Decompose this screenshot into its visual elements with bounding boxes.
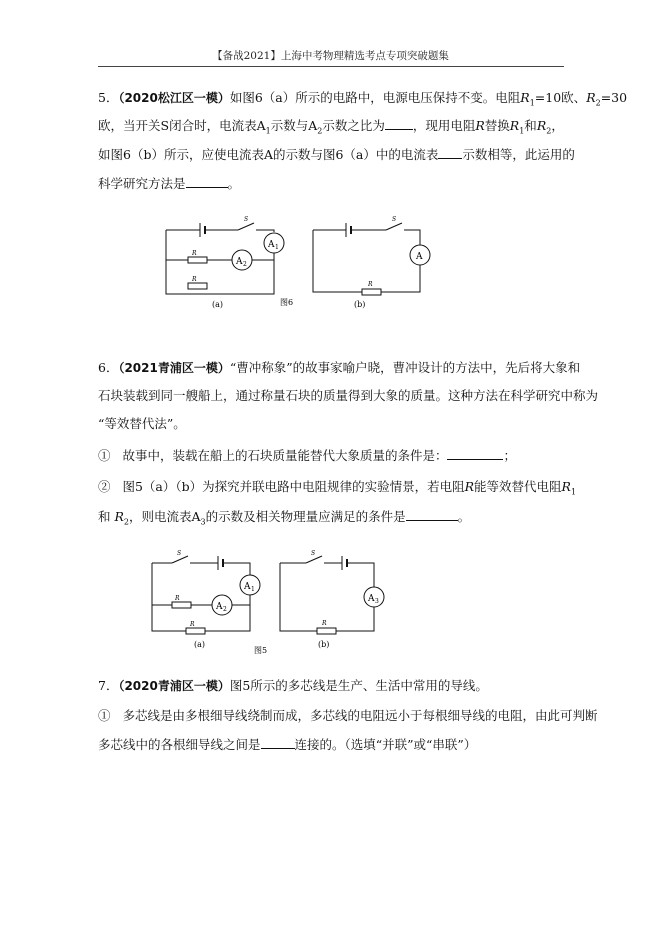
fig5b-r-label: R xyxy=(322,620,327,627)
fig5a-caption: (a) xyxy=(194,640,206,649)
q7-text-1: 图5所示的多芯线是生产、生活中常用的导线。 xyxy=(229,678,488,693)
fig6a-a1-label: A xyxy=(268,240,275,250)
q6-item-1 xyxy=(98,446,566,465)
q7-blank-1[interactable] xyxy=(261,735,295,749)
fig6a-a2-sub: 2 xyxy=(243,261,247,268)
r2-subscript: 2 xyxy=(595,98,601,108)
r1-subscript-2: 1 xyxy=(519,126,525,136)
q6-a3-sub: 3 xyxy=(200,517,206,527)
q6-text-1: “曹冲称象”的故事家喻户晓，曹冲设计的方法中，先后将大象和 xyxy=(229,360,581,375)
fig5a-resistor-r1 xyxy=(172,602,191,608)
q5-text-2c: 示数之比为 xyxy=(322,118,385,133)
q6-number: 6． xyxy=(98,360,119,375)
q6-text-2: 石块装载到同一艘船上，通过称量石块的质量得到大象的质量。这种方法在科学研究中称为 xyxy=(98,388,599,403)
q6-last-d: 。 xyxy=(457,509,471,524)
fig5a-a2-label: A xyxy=(216,602,223,612)
fig6a-wire-top-right xyxy=(256,230,274,232)
q5-line-3 xyxy=(98,145,575,164)
q6-last-c: 的示数及相关物理量应满足的条件是 xyxy=(205,509,406,524)
q6-line-2 xyxy=(98,386,599,405)
r1-symbol: R xyxy=(520,90,530,105)
q6-r2-symbol: R xyxy=(114,509,124,524)
q5-blank-1[interactable] xyxy=(385,116,413,130)
fig5b-wire-top-right xyxy=(347,563,374,587)
q6-source: （2021青浦区一模） xyxy=(118,361,230,375)
fig5a-wire-right xyxy=(152,563,250,631)
q7-line-1 xyxy=(98,676,566,696)
fig5b-resistor-r xyxy=(317,628,336,634)
r-symbol: R xyxy=(475,118,485,133)
q5-text-2a: 欧，当开关S闭合时，电流表A xyxy=(98,118,266,133)
q7-item1-text: 多芯线是由多根细导线绕制而成，多芯线的电阻远小于每根细导线的电阻，由此可判断 xyxy=(122,708,598,723)
q5-text-2e: 替换 xyxy=(484,118,510,133)
q5-line-4 xyxy=(98,174,566,193)
fig5a-a2-sub: 2 xyxy=(223,606,227,613)
fig5a-r2-label: R xyxy=(190,621,195,628)
fig5b-wire-bottom xyxy=(280,563,374,631)
q6-r2-sub: 2 xyxy=(123,517,130,527)
q6-item2-a: 图5（a）（b）为探究并联电路中电阻规律的实验情景，若电阻 xyxy=(122,479,465,494)
q6-r1-symbol: R xyxy=(561,479,571,494)
q6-last-a: 和 xyxy=(98,509,111,524)
fig5a-r1-label: R xyxy=(175,595,180,602)
fig5a-resistor-r2 xyxy=(186,628,205,634)
fig5b-a3-sub: 3 xyxy=(375,598,379,605)
a2-subscript: 2 xyxy=(317,126,323,136)
fig6a-r2-label: R xyxy=(192,276,197,283)
q6-r1-sub: 1 xyxy=(570,487,577,497)
fig5b-a3-label: A xyxy=(368,594,375,604)
page-header: 【备战2021】上海中考物理精选考点专项突破题集 xyxy=(212,50,449,62)
q6-text-3: “等效替代法”。 xyxy=(98,416,186,431)
fig5b-switch-blade xyxy=(306,556,322,563)
fig5a-a1-sub: 1 xyxy=(251,586,255,593)
q6-line-3 xyxy=(98,414,566,433)
q6-r-symbol: R xyxy=(464,479,475,494)
q5-text-2f: 和 xyxy=(524,118,537,133)
q5-line-2 xyxy=(98,116,566,141)
r2-subscript-2: 2 xyxy=(546,126,552,136)
fig6b-caption: (b) xyxy=(354,300,366,309)
q6-item1-text: 故事中，装载在船上的石块质量能替代大象质量的条件是： xyxy=(122,448,448,463)
q7-text-2a: 多芯线中的各根细导线之间是 xyxy=(98,737,261,752)
q7-source: （2020青浦区一模） xyxy=(118,679,230,693)
fig6-caption: 图6 xyxy=(280,298,294,307)
fig6a-wire-right xyxy=(166,230,274,294)
a1-subscript: 1 xyxy=(265,126,271,136)
q5-text-2d: ，现用电阻 xyxy=(412,118,476,133)
fig6a-resistor-r2 xyxy=(188,283,207,289)
r1-subscript: 1 xyxy=(529,98,535,108)
header-rule xyxy=(98,66,564,67)
q5-line-1 xyxy=(98,88,628,113)
q5-text-2g: ， xyxy=(551,118,564,133)
q5-blank-2[interactable] xyxy=(438,145,462,159)
figure-5 xyxy=(146,545,386,657)
r2-symbol-2: R xyxy=(536,118,547,133)
q5-text-4a: 科学研究方法是 xyxy=(98,176,186,191)
q5-source: （2020松江区一模） xyxy=(118,91,230,105)
fig6a-switch-blade xyxy=(238,223,254,230)
r2-symbol: R xyxy=(586,90,596,105)
fig6b-wire-bottom xyxy=(313,230,420,292)
figure-6 xyxy=(150,210,450,312)
q6-item1-end: ； xyxy=(503,448,516,463)
fig6b-wire-right xyxy=(404,230,420,245)
fig5b-caption: (b) xyxy=(318,640,330,649)
q7-item1-mark: ① xyxy=(98,708,111,723)
fig5b-s-label: S xyxy=(311,550,316,557)
fig6b-s-label: S xyxy=(392,216,397,223)
q7-line-2 xyxy=(98,735,566,754)
fig6a-a2-label: A xyxy=(236,257,243,267)
q7-item-1 xyxy=(98,706,598,725)
q5-text-3b: 示数相等，此运用的 xyxy=(462,147,575,162)
q5-text-3a: 如图6（b）所示，应使电流表A的示数与图6（a）中的电流表 xyxy=(98,147,439,162)
fig5a-a1-label: A xyxy=(244,582,251,592)
fig6b-resistor-r xyxy=(362,289,381,295)
q5-r2-value: =30 xyxy=(600,90,628,105)
q6-item2-mark: ② xyxy=(98,479,111,494)
fig6a-resistor-r1 xyxy=(188,257,207,263)
r1-symbol-2: R xyxy=(509,118,520,133)
q6-line-last xyxy=(98,507,566,532)
fig6a-r1-label: R xyxy=(192,250,197,257)
q5-number: 5． xyxy=(98,90,119,105)
q5-text-2b: 示数与A xyxy=(270,118,318,133)
fig6a-a1-sub: 1 xyxy=(275,244,279,251)
q6-item2-b: 能等效替代电阻 xyxy=(474,479,562,494)
fig6b-a-label: A xyxy=(416,252,423,262)
fig5a-s-label: S xyxy=(177,550,182,557)
q5-text-4b: 。 xyxy=(227,176,241,191)
q6-last-b: ，则电流表A xyxy=(129,509,201,524)
q6-item1-mark: ① xyxy=(98,448,111,463)
q7-number: 7． xyxy=(98,678,119,693)
q6-line-1 xyxy=(98,358,581,378)
fig6b-switch-blade xyxy=(386,223,402,230)
q5-r1-value: =10欧、 xyxy=(534,90,587,105)
fig5a-wire-top-right xyxy=(223,563,250,575)
q5-text-1a: 如图6（a）所示的电路中，电源电压保持不变。电阻 xyxy=(229,90,521,105)
q5-blank-3[interactable] xyxy=(186,174,228,188)
q7-text-2b: 连接的。（选填“并联”或“串联”） xyxy=(294,737,477,752)
fig5-caption: 图5 xyxy=(254,646,268,655)
q6-item-2 xyxy=(98,477,577,502)
q6-blank-2[interactable] xyxy=(406,507,458,521)
fig6a-s-label: S xyxy=(244,216,249,223)
fig6a-caption: (a) xyxy=(212,300,224,309)
q6-blank-1[interactable] xyxy=(447,446,503,460)
fig5a-switch-blade xyxy=(172,556,188,563)
fig6b-r-label: R xyxy=(368,281,373,288)
